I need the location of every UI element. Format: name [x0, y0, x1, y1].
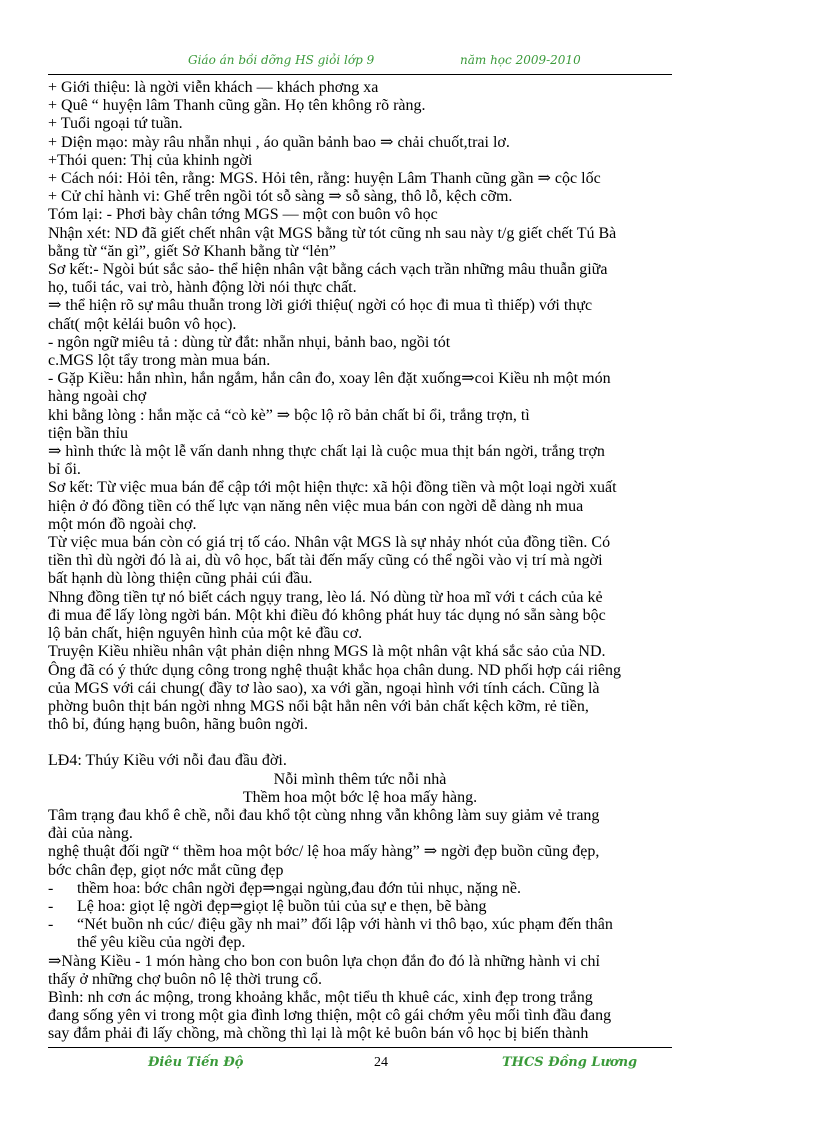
text-line: đi mua để lấy lòng ngời bán. Một khi điều đó không phát huy tác dụng nó sẵn sàng bộc [48, 606, 606, 624]
document-body [48, 79, 718, 1044]
text-line: say đắm phải đi lấy chồng, mà chồng thì lại là một kẻ buôn bán vô học bị biến thành [48, 1025, 589, 1043]
list-item [48, 880, 718, 898]
text-line: + Diện mạo: mày râu nhẵn nhụi , áo quần bảnh bao ⇒ chải chuốt,trai lơ. [48, 133, 510, 151]
page-number: 24 [374, 1055, 388, 1070]
text-line: bỉ ổi. [48, 461, 81, 479]
text-line: thấy ở những chợ buôn nô lệ thời trung cổ. [48, 970, 323, 988]
text-line: chất( một kẻlái buôn vô học). [48, 315, 237, 333]
text-line: +Thói quen: Thị của khinh ngời [48, 151, 253, 169]
page-header [48, 49, 672, 75]
list-item [48, 934, 718, 952]
verse-line: Nỗi mình thêm tức nỗi nhà [273, 770, 447, 788]
header-rule [48, 74, 672, 75]
text-line: ⇒Nàng Kiều - 1 món hàng cho bon con buôn lựa chọn đắn đo đó là những hành vi chỉ [48, 952, 600, 970]
footer-school: THCS Đồng Lương [502, 1055, 638, 1070]
list-item [48, 916, 718, 934]
text-line: đang sống yên vi trong một gia đình lơng thiện, một cô gái chớm yêu mối tình đầu đang [48, 1007, 612, 1025]
page-footer [48, 1047, 672, 1077]
text-line: + Quê “ huyện lâm Thanh cũng gần. Họ tên không rõ ràng. [48, 97, 426, 115]
list-item-text: “Nét buồn nh cúc/ điệu gầy nh mai” đối lập với hành vi thô bạo, xúc phạm đến thân [77, 916, 613, 934]
text-line: hiện ở đó đồng tiền có thế lực vạn năng nên việc mua bán con ngời dễ dàng nh mua [48, 497, 584, 515]
text-line: - Gặp Kiều: hắn nhìn, hắn ngắm, hắn cân đo, xoay lên đặt xuống⇒coi Kiều nh một món [48, 370, 611, 388]
text-line: phờng buôn thịt bán ngời nhng MGS nổi bật hẳn nên với bản chất kệch kỡm, rẻ tiền, [48, 697, 589, 715]
text-line: thô bỉ, đúng hạng buôn, hãng buôn ngời. [48, 716, 308, 734]
text-line: Sơ kết:- Ngòi bút sắc sảo- thể hiện nhân vật bằng cách vạch trần những mâu thuẫn giữa [48, 261, 608, 279]
text-line: khi bằng lòng : hắn mặc cả “cò kè” ⇒ bộc lộ rõ bản chất bỉ ổi, trắng trợn, tì [48, 406, 530, 424]
text-line: một món đồ ngoài chợ. [48, 515, 197, 533]
text-line: Nhng đồng tiền tự nó biết cách ngụy trang, lèo lá. Nó dùng từ hoa mĩ với t cách của kẻ [48, 588, 603, 606]
text-line: Tâm trạng đau khổ ê chề, nỗi đau khổ tột cùng nhng vẫn không làm suy giảm vẻ trang [48, 806, 600, 824]
text-line: + Tuổi ngoại tứ tuần. [48, 115, 183, 133]
header-title: Giáo án bồi dỡng HS giỏi lớp 9 [188, 53, 375, 67]
text-line: của MGS với cái chung( đầy tơ lào sao), xa với gần, ngoại hình với tính cách. Cũng là [48, 679, 600, 697]
text-line: - ngôn ngữ miêu tả : dùng từ đắt: nhẵn nhụi, bảnh bao, ngồi tót [48, 333, 451, 351]
text-line: bớc chân đẹp, giọt nớc mắt cũng đẹp [48, 861, 284, 879]
text-line: Ông đã có ý thức dụng công trong nghệ thuật khắc họa chân dung. ND phối hợp cái riêng [48, 661, 621, 679]
text-line: đài của nàng. [48, 825, 133, 843]
header-year: năm học 2009-2010 [460, 53, 581, 67]
text-line: + Cách nói: Hỏi tên, rằng: MGS. Hỏi tên, rằng: huyện Lâm Thanh cũng gần ⇒ cộc lốc [48, 170, 601, 188]
list-bullet: - [48, 916, 54, 934]
verse-line: Thềm hoa một bớc lệ hoa mấy hàng. [242, 788, 478, 806]
footer-author: Điêu Tiến Độ [148, 1055, 244, 1070]
list-bullet: - [48, 897, 54, 915]
section-heading: LĐ4: Thúy Kiều với nỗi đau đầu đời. [48, 752, 287, 770]
text-line: ⇒ hình thức là một lễ vấn danh nhng thực chất lại là cuộc mua thịt bán ngời, trắng trợn [48, 443, 605, 461]
text-line: hàng ngoài chợ [48, 388, 147, 406]
text-line: tiền thì dù ngời đó là ai, dù vô học, bất tài đến mấy cũng có thể ngồi vào vị trí mà ngời [48, 552, 603, 570]
text-line: Bình: nh cơn ác mộng, trong khoảng khắc, một tiểu th khuê các, xinh đẹp trong trắng [48, 988, 593, 1006]
list-item-text: thềm hoa: bớc chân ngời đẹp⇒ngại ngùng,đau đớn tủi nhục, nặng nề. [77, 879, 522, 897]
text-line: + Cử chỉ hành vi: Ghế trên ngồi tót sỗ sàng ⇒ sỗ sàng, thô lỗ, kệch cỡm. [48, 188, 513, 206]
text-block-1 [48, 79, 718, 734]
text-line: + Giới thiệu: là ngời viễn khách — khách phơng xa [48, 79, 379, 96]
text-line: Truyện Kiều nhiều nhân vật phản diện nhng MGS là một nhân vật khá sắc sảo của ND. [48, 643, 606, 661]
text-line: nghệ thuật đối ngữ “ thềm hoa một bớc/ lệ hoa mấy hàng” ⇒ ngời đẹp buồn cũng đẹp, [48, 843, 600, 861]
text-line: họ, tuổi tác, vai trò, hành động lời nói thực chất. [48, 279, 357, 297]
text-line: Từ việc mua bán còn có giá trị tố cáo. Nhân vật MGS là sự nhảy nhót của đồng tiền. Có [48, 534, 611, 552]
text-line: Tóm lại: - Phơi bày chân tớng MGS — một con buôn vô học [48, 206, 438, 224]
text-block-3 [48, 953, 718, 1044]
list-item-text: thể yêu kiều của ngời đẹp. [77, 934, 246, 952]
text-line: bằng từ “ăn gì”, giết Sở Khanh bằng từ “lẻn” [48, 242, 336, 260]
text-line: ⇒ thể hiện rõ sự mâu thuẫn trong lời giới thiệu( ngời có học đi mua tì thiếp) với thực [48, 297, 593, 315]
text-line: lộ bản chất, hiện nguyên hình của một kẻ đầu cơ. [48, 625, 363, 643]
list-item-text: Lệ hoa: giọt lệ ngời đẹp⇒giọt lệ buồn tủi của sự e thẹn, bẽ bàng [77, 897, 487, 915]
text-line: tiện bần thỉu [48, 424, 128, 442]
text-line: bất hạnh dù lòng thiện cũng phải cúi đầu. [48, 570, 313, 588]
footer-rule [48, 1047, 672, 1048]
text-line: Nhận xét: ND đã giết chết nhân vật MGS bằng từ tót cũng nh sau này t/g giết chết Tú Bà [48, 224, 617, 242]
text-line: c.MGS lột tẩy trong màn mua bán. [48, 352, 271, 370]
list-item [48, 898, 718, 916]
list-bullet: - [48, 879, 54, 897]
text-line: Sơ kết: Từ việc mua bán để cập tới một hiện thực: xã hội đồng tiền và một loại ngời xuất [48, 479, 617, 497]
text-block-2 [48, 807, 718, 880]
dash-list [48, 880, 718, 953]
